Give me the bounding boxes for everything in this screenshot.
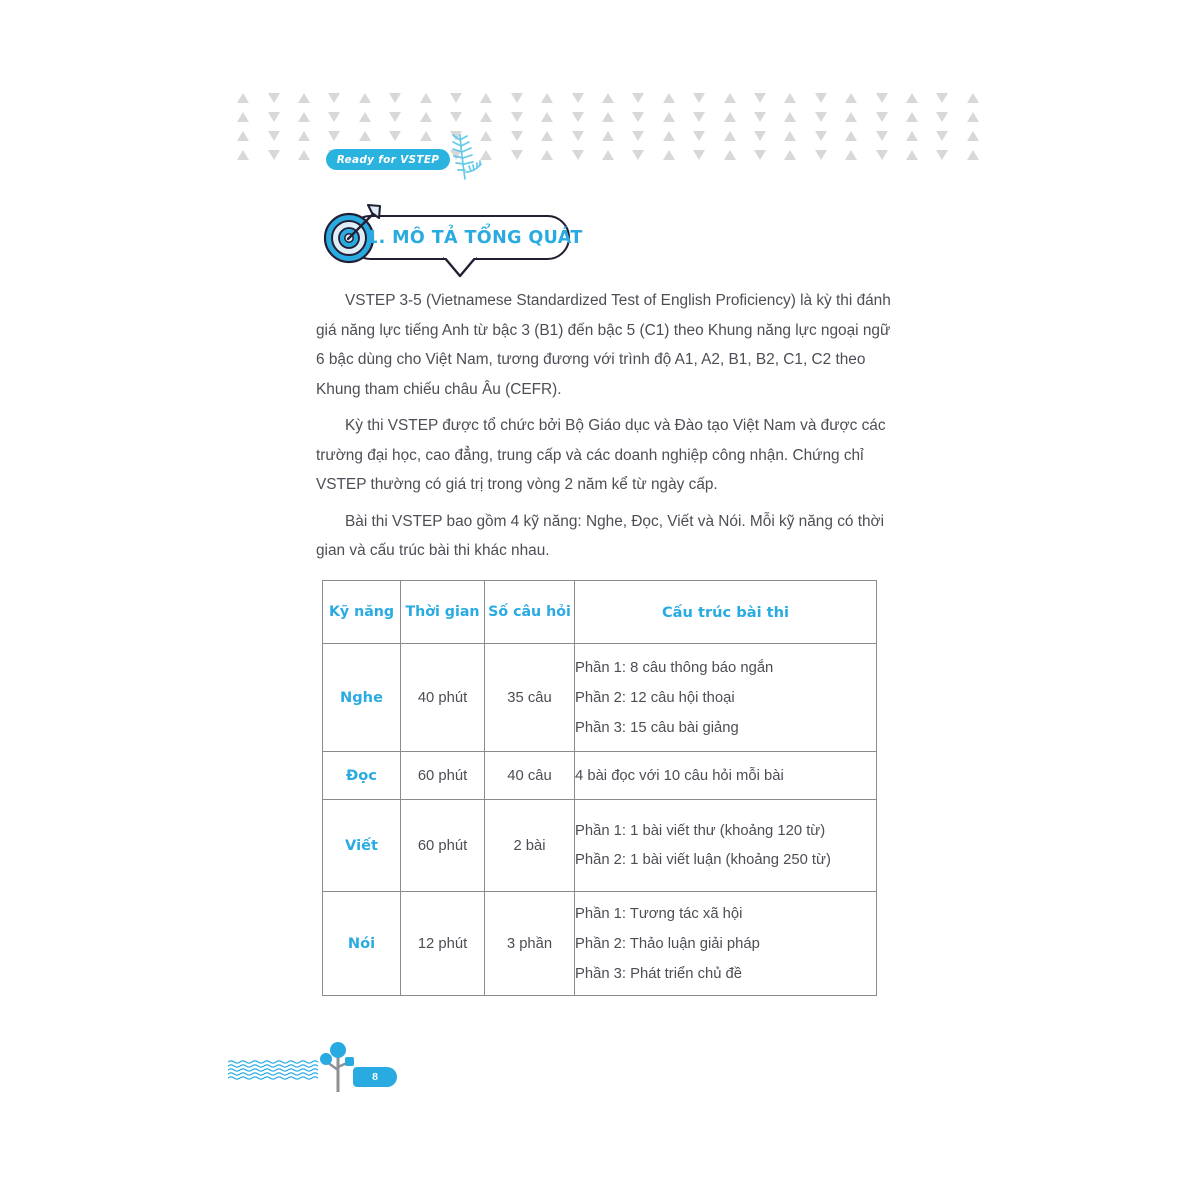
triangle-glyph bbox=[906, 150, 918, 160]
structure-line: Phần 2: Thảo luận giải pháp bbox=[575, 935, 760, 952]
triangle-glyph bbox=[328, 131, 340, 141]
triangle-glyph bbox=[420, 131, 432, 141]
triangle-glyph bbox=[663, 150, 675, 160]
triangle-glyph bbox=[420, 112, 432, 122]
triangle-glyph bbox=[480, 93, 492, 103]
triangle-glyph bbox=[724, 93, 736, 103]
structure-line: Phần 2: 12 câu hội thoại bbox=[575, 689, 735, 706]
cell-time: 40 phút bbox=[401, 644, 485, 752]
triangle-glyph bbox=[602, 93, 614, 103]
cell-skill: Viết bbox=[323, 800, 401, 892]
triangle-glyph bbox=[936, 93, 948, 103]
structure-line: Phần 2: 1 bài viết luận (khoảng 250 từ) bbox=[575, 851, 831, 868]
triangle-glyph bbox=[632, 112, 644, 122]
triangle-glyph bbox=[936, 112, 948, 122]
triangle-glyph bbox=[693, 150, 705, 160]
triangle-glyph bbox=[237, 112, 249, 122]
triangle-glyph bbox=[389, 93, 401, 103]
triangle-glyph bbox=[632, 150, 644, 160]
ready-for-vstep-ribbon: Ready for VSTEP bbox=[326, 149, 450, 170]
triangle-glyph bbox=[936, 150, 948, 160]
triangle-glyph bbox=[693, 112, 705, 122]
triangle-glyph bbox=[450, 112, 462, 122]
triangle-glyph bbox=[724, 112, 736, 122]
cell-time: 12 phút bbox=[401, 892, 485, 996]
triangle-glyph bbox=[602, 150, 614, 160]
triangle-glyph bbox=[754, 112, 766, 122]
triangle-glyph bbox=[724, 131, 736, 141]
triangle-glyph bbox=[906, 112, 918, 122]
table-header-row bbox=[323, 581, 877, 644]
triangle-glyph bbox=[936, 131, 948, 141]
triangle-glyph bbox=[298, 93, 310, 103]
cell-questions: 35 câu bbox=[485, 644, 575, 752]
triangle-glyph bbox=[815, 150, 827, 160]
triangle-glyph bbox=[693, 93, 705, 103]
triangle-glyph bbox=[328, 93, 340, 103]
triangle-glyph bbox=[268, 112, 280, 122]
triangle-glyph bbox=[572, 150, 584, 160]
table-row bbox=[323, 752, 877, 800]
triangle-glyph bbox=[480, 112, 492, 122]
structure-line: Phần 1: Tương tác xã hội bbox=[575, 905, 743, 922]
cell-structure bbox=[575, 800, 877, 892]
triangle-glyph bbox=[754, 93, 766, 103]
triangle-glyph bbox=[511, 112, 523, 122]
triangle-glyph bbox=[328, 112, 340, 122]
triangle-glyph bbox=[815, 93, 827, 103]
structure-line: 4 bài đọc với 10 câu hỏi mỗi bài bbox=[575, 767, 784, 784]
page-title: 1. MÔ TẢ TỔNG QUÁT bbox=[366, 227, 583, 248]
triangle-glyph bbox=[845, 93, 857, 103]
column-header-skill: Kỹ năng bbox=[323, 581, 401, 644]
triangle-glyph bbox=[876, 131, 888, 141]
triangle-glyph bbox=[541, 112, 553, 122]
triangle-glyph bbox=[967, 131, 979, 141]
triangle-glyph bbox=[754, 131, 766, 141]
triangle-glyph bbox=[572, 131, 584, 141]
cell-skill: Nghe bbox=[323, 644, 401, 752]
triangle-glyph bbox=[845, 131, 857, 141]
triangle-glyph bbox=[724, 150, 736, 160]
cell-questions: 40 câu bbox=[485, 752, 575, 800]
triangle-glyph bbox=[237, 150, 249, 160]
triangle-glyph bbox=[754, 150, 766, 160]
cell-skill: Đọc bbox=[323, 752, 401, 800]
triangle-glyph bbox=[845, 150, 857, 160]
triangle-glyph bbox=[967, 112, 979, 122]
triangle-glyph bbox=[268, 93, 280, 103]
cell-time: 60 phút bbox=[401, 752, 485, 800]
triangle-glyph bbox=[784, 131, 796, 141]
triangle-glyph bbox=[663, 131, 675, 141]
triangle-glyph bbox=[693, 131, 705, 141]
triangle-glyph bbox=[237, 93, 249, 103]
table-row bbox=[323, 892, 877, 996]
cell-time: 60 phút bbox=[401, 800, 485, 892]
triangle-glyph bbox=[541, 131, 553, 141]
wavy-lines-icon bbox=[228, 1060, 320, 1080]
triangle-glyph bbox=[906, 93, 918, 103]
structure-line: Phần 1: 1 bài viết thư (khoảng 120 từ) bbox=[575, 822, 826, 839]
paragraph-3: Bài thi VSTEP bao gồm 4 kỹ năng: Nghe, Đọc, Viết và Nói. Mỗi kỹ năng có thời gian và cấu trúc bài thi khác nhau. bbox=[316, 512, 885, 559]
cell-structure bbox=[575, 752, 877, 800]
triangle-glyph bbox=[876, 93, 888, 103]
triangle-glyph bbox=[967, 150, 979, 160]
triangle-glyph bbox=[784, 150, 796, 160]
triangle-glyph bbox=[876, 112, 888, 122]
column-header-structure: Cấu trúc bài thi bbox=[575, 581, 877, 644]
cell-questions: 2 bài bbox=[485, 800, 575, 892]
triangle-glyph bbox=[784, 93, 796, 103]
triangle-glyph bbox=[663, 112, 675, 122]
cell-questions: 3 phần bbox=[485, 892, 575, 996]
triangle-glyph bbox=[815, 131, 827, 141]
triangle-glyph bbox=[237, 131, 249, 141]
triangle-glyph bbox=[389, 131, 401, 141]
triangle-glyph bbox=[511, 93, 523, 103]
structure-line: Phần 3: 15 câu bài giảng bbox=[575, 719, 739, 736]
triangle-glyph bbox=[845, 112, 857, 122]
triangle-glyph bbox=[420, 93, 432, 103]
cell-structure bbox=[575, 892, 877, 996]
triangle-glyph bbox=[268, 131, 280, 141]
triangle-glyph bbox=[541, 93, 553, 103]
triangle-glyph bbox=[572, 93, 584, 103]
cell-skill: Nói bbox=[323, 892, 401, 996]
fern-sprig-icon bbox=[444, 131, 488, 181]
column-header-time: Thời gian bbox=[401, 581, 485, 644]
triangle-glyph bbox=[298, 131, 310, 141]
triangle-glyph bbox=[906, 131, 918, 141]
triangle-glyph bbox=[815, 112, 827, 122]
triangle-glyph bbox=[511, 150, 523, 160]
triangle-glyph bbox=[632, 93, 644, 103]
triangle-glyph bbox=[359, 112, 371, 122]
structure-line: Phần 1: 8 câu thông báo ngắn bbox=[575, 659, 774, 676]
triangle-glyph bbox=[602, 112, 614, 122]
triangle-glyph bbox=[511, 131, 523, 141]
triangle-glyph bbox=[632, 131, 644, 141]
triangle-glyph bbox=[602, 131, 614, 141]
cell-structure bbox=[575, 644, 877, 752]
triangle-glyph bbox=[359, 131, 371, 141]
triangle-glyph bbox=[572, 112, 584, 122]
exam-structure-table bbox=[322, 580, 877, 996]
triangle-glyph bbox=[298, 150, 310, 160]
triangle-glyph bbox=[359, 93, 371, 103]
triangle-glyph bbox=[541, 150, 553, 160]
triangle-glyph bbox=[450, 93, 462, 103]
structure-line: Phần 3: Phát triển chủ đề bbox=[575, 965, 742, 982]
paragraph-2: Kỳ thi VSTEP được tổ chức bởi Bộ Giáo dục và Đào tạo Việt Nam và được các trường đại học, cao đẳng, trung cấp và các doanh nghiệp công nhận. Chứng chỉ VSTEP thường có giá trị trong vòng 2 năm kể từ ngày cấp. bbox=[316, 417, 886, 493]
table-row bbox=[323, 644, 877, 752]
paragraph-1: VSTEP 3-5 (Vietnamese Standardized Test of English Proficiency) là kỳ thi đánh giá năng lực tiếng Anh từ bậc 3 (B1) đến bậc 5 (C1) theo Khung năng lực ngoại ngữ 6 bậc dùng cho Việt Nam, tương đương với trình độ A1, A2, B1, B2, C1, C2 theo Khung tham chiếu châu Âu (CEFR). bbox=[316, 292, 891, 398]
triangle-glyph bbox=[663, 93, 675, 103]
page-number-badge: 8 bbox=[353, 1067, 397, 1087]
page-footer bbox=[228, 1040, 428, 1100]
body-paragraphs bbox=[316, 286, 892, 567]
column-header-questions: Số câu hỏi bbox=[485, 581, 575, 644]
triangle-glyph bbox=[876, 150, 888, 160]
triangle-glyph bbox=[389, 112, 401, 122]
table-row bbox=[323, 800, 877, 892]
triangle-glyph bbox=[967, 93, 979, 103]
triangle-glyph bbox=[784, 112, 796, 122]
triangle-glyph bbox=[298, 112, 310, 122]
triangle-glyph bbox=[268, 150, 280, 160]
